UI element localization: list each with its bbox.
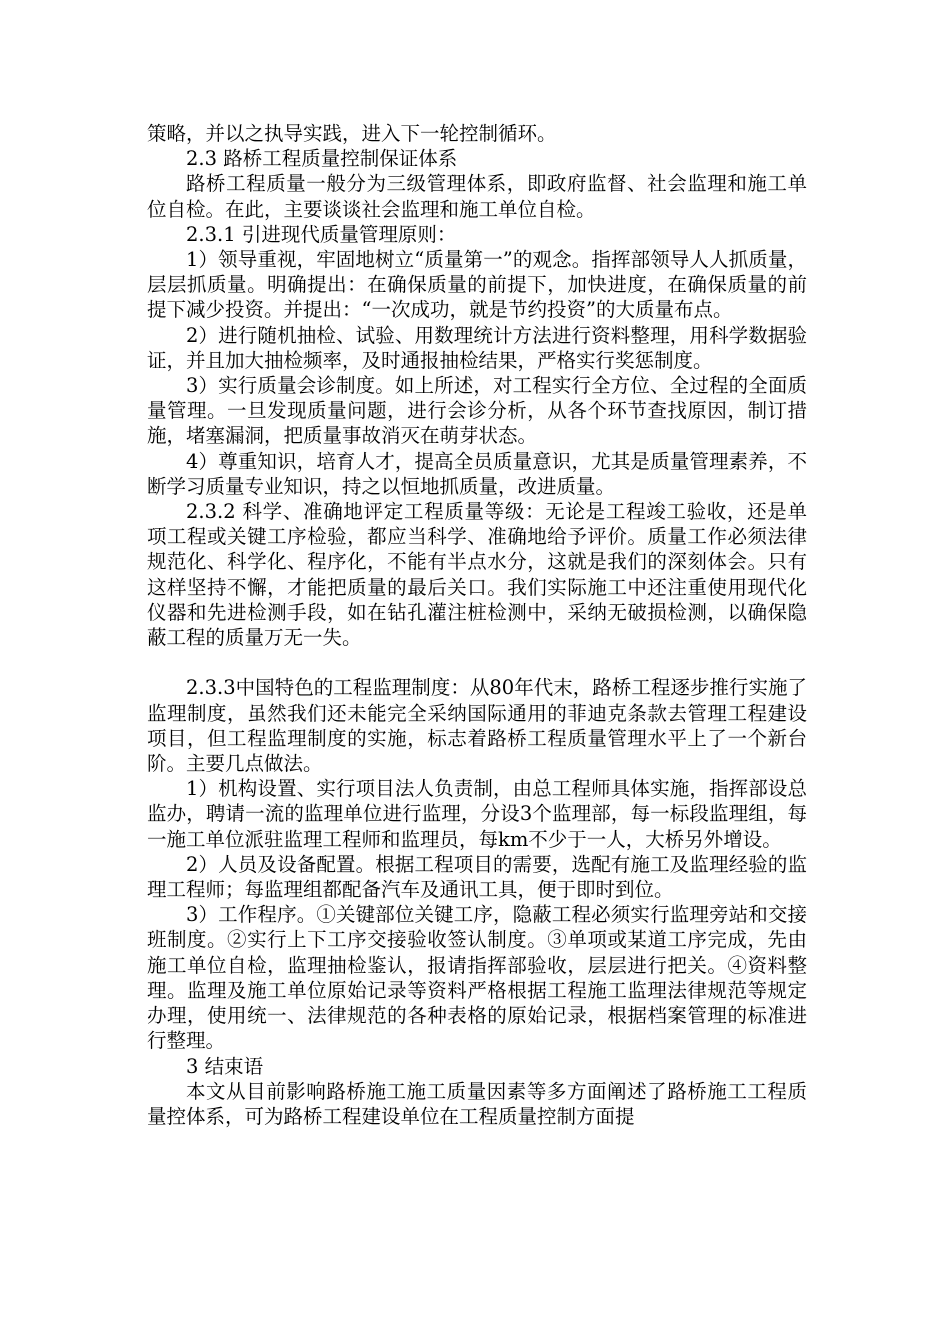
paragraph-quality-system: 路桥工程质量一般分为三级管理体系，即政府监督、社会监理和施工单位自检。在此，主要谈谈社会监理和施工单位自检。 [147,172,807,221]
section-heading-3-conclusion: 3 结束语 [186,1054,264,1078]
paragraph-continuation: 策略，并以之执导实践，进入下一轮控制循环。 [147,122,557,145]
list-item-4-knowledge: 4）尊重知识，培育人才，提高全员质量意识，尤其是质量管理素养，不断学习质量专业知识，持之以恒地抓质量，改进质量。 [147,449,807,498]
list-item-1-organization: 1）机构设置、实行项目法人负责制，由总工程师具体实施，指挥部设总监办，聘请一流的监理单位进行监理，分设3个监理部，每一标段监理组，每一施工单位派驻监理工程师和监理员，每km不少于一人，大桥另外增设。 [147,777,807,851]
blank-line [147,650,807,675]
section-heading-2-3-1: 2.3.1 引进现代质量管理原则： [186,222,457,246]
section-heading-2-3: 2.3 路桥工程质量控制保证体系 [186,147,458,171]
list-item-3-procedure: 3）工作程序。①关键部位关键工序，隐蔽工程必须实行监理旁站和交接班制度。②实行上下工序交接验收签认制度。③单项或某道工序完成，先由施工单位自检，监理抽检鉴认，报请指挥部验收，层层进行把关。④资料整理。监理及施工单位原始记录等资料严格根据工程施工监理法律规范等规定办理，使用统一、法律规范的各种表格的原始记录，根据档案管理的标准进行整理。 [147,903,807,1053]
list-item-2-sampling: 2）进行随机抽检、试验、用数理统计方法进行资料整理，用科学数据验证，并且加大抽检频率，及时通报抽检结果，严格实行奖惩制度。 [147,323,807,372]
section-2-3-3-supervision: 2.3.3中国特色的工程监理制度：从80年代末，路桥工程逐步推行实施了监理制度，虽然我们还未能完全采纳国际通用的菲迪克条款去管理工程建设项目，但工程监理制度的实施，标志着路桥工程质量管理水平上了一个新台阶。主要几点做法。 [147,676,807,776]
list-item-2-staffing: 2）人员及设备配置。根据工程项目的需要，选配有施工及监理经验的监理工程师；每监理组都配备汽车及通讯工具，便于即时到位。 [147,852,807,902]
paragraph-conclusion: 本文从目前影响路桥施工施工质量因素等多方面阐述了路桥施工工程质量控体系，可为路桥工程建设单位在工程质量控制方面提 [147,1079,807,1128]
list-item-3-consultation: 3）实行质量会诊制度。如上所述，对工程实行全方位、全过程的全面质量管理。一旦发现质量问题，进行会诊分析，从各个环节查找原因，制订措施，堵塞漏洞，把质量事故消灭在萌芽状态。 [147,374,807,448]
list-item-1-leadership: 1）领导重视，牢固地树立“质量第一”的观念。指挥部领导人人抓质量，层层抓质量。明确提出：在确保质量的前提下，加快进度，在确保质量的前提下减少投资。并提出：“一次成功，就是节约投资”的大质量布点。 [147,248,807,322]
document-body [147,121,807,1129]
section-2-3-2-evaluation: 2.3.2 科学、准确地评定工程质量等级：无论是工程竣工验收，还是单项工程或关键工序检验，都应当科学、准确地给予评价。质量工作必须法律规范化、科学化、程序化，不能有半点水分，这就是我们的深刻体会。只有这样坚持不懈，才能把质量的最后关口。我们实际施工中还注重使用现代化仪器和先进检测手段，如在钻孔灌注桩检测中，采纳无破损检测，以确保隐蔽工程的质量万无一失。 [147,500,807,650]
